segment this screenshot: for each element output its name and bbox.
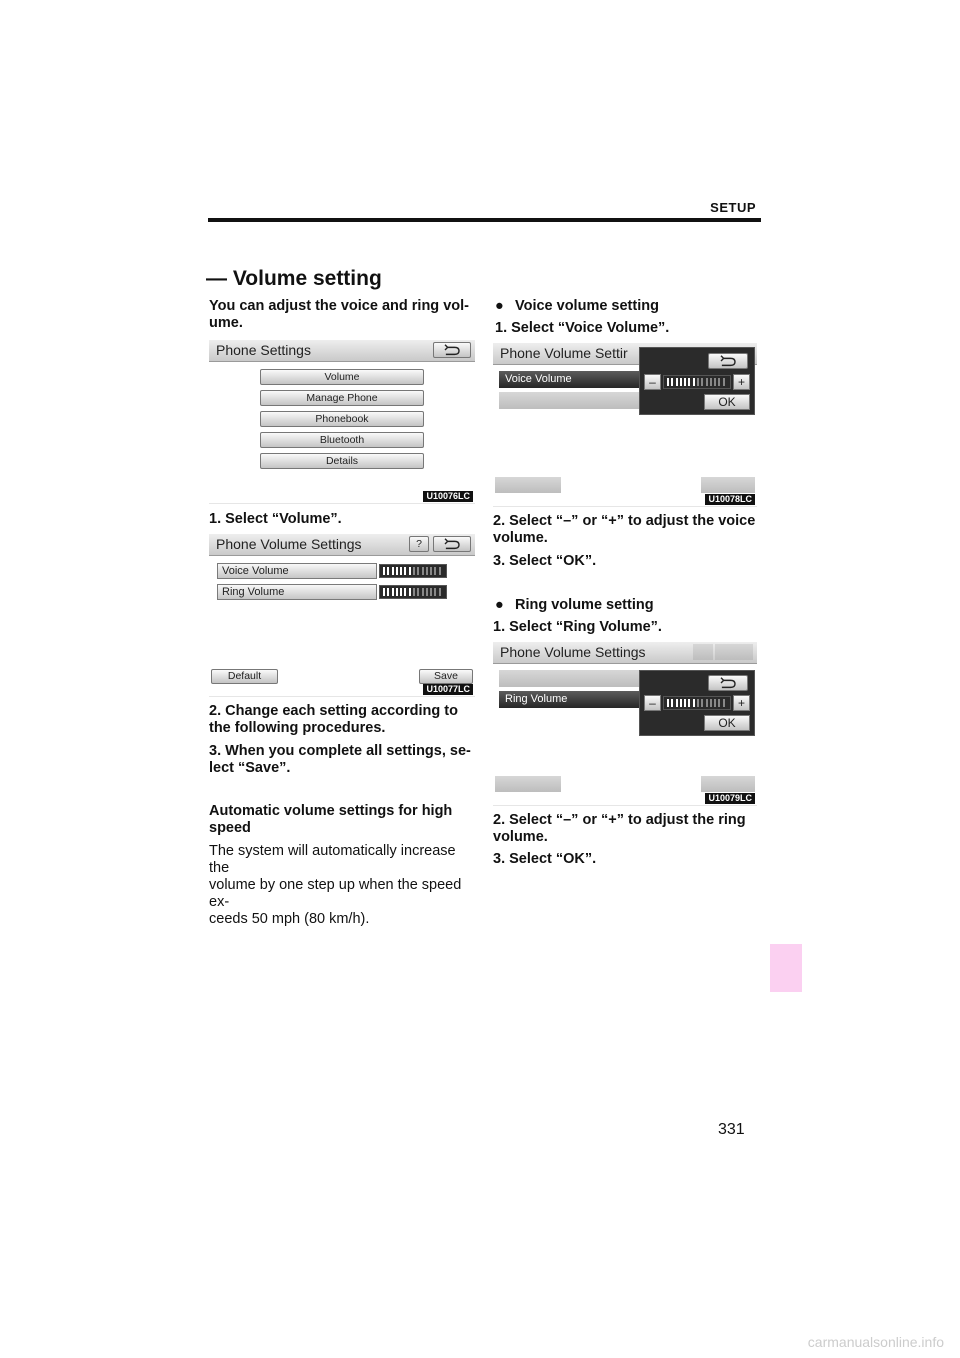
help-button[interactable]: ? [409,536,429,552]
meter-segment [680,378,682,386]
meter-segment [684,699,686,707]
meter-segment [430,567,432,575]
meter-segment [684,378,686,386]
back-button-dimmed [715,644,753,660]
plus-button[interactable]: + [733,374,750,390]
title-bar [493,642,757,664]
meter-segment [693,378,695,386]
meter-segment [404,588,406,596]
screen-title: Phone Settings [216,342,311,358]
meter-segment [396,567,398,575]
meter-segment [434,567,436,575]
meter-segment [430,588,432,596]
meter-segment [383,567,385,575]
meter-segment [392,588,394,596]
phonebook-button[interactable]: Phonebook [260,411,424,427]
meter-segment [387,588,389,596]
ring-volume-screen [493,642,757,806]
phone-volume-settings-screen [209,534,475,697]
meter-segment [723,699,725,707]
meter-segment [693,699,695,707]
auto-volume-body: The system will automatically increase the volume by one step up when the speed ex- ceeds 50 mph (80 km/h). [209,843,462,927]
meter-segment [676,699,678,707]
ring-volume-row[interactable]: Ring Volume [217,584,377,600]
meter-segment [723,378,725,386]
header-rule [208,218,761,222]
voice-volume-row-dimmed [499,670,641,687]
voice-volume-meter [379,564,447,578]
phone-settings-screen [209,340,475,504]
voice-volume-meter [663,375,731,389]
voice-step-1: 1. Select “Voice Volume”. [495,320,670,336]
meter-segment [387,567,389,575]
meter-segment [718,378,720,386]
meter-segment [710,699,712,707]
meter-segment [671,378,673,386]
meter-segment [396,588,398,596]
minus-button[interactable]: – [644,374,661,390]
meter-segment [706,699,708,707]
meter-segment [671,699,673,707]
back-arrow-icon [434,537,470,551]
meter-segment [417,567,419,575]
meter-segment [434,588,436,596]
meter-segment [688,699,690,707]
meter-segment [413,567,415,575]
meter-segment [400,588,402,596]
screen-title: Phone Volume Settings [500,644,646,660]
voice-heading: Voice volume setting [515,298,659,314]
chapter-tab [770,944,802,992]
meter-segment [701,378,703,386]
back-arrow-icon [709,354,747,368]
meter-segment [718,699,720,707]
bluetooth-button[interactable]: Bluetooth [260,432,424,448]
step-2: 2. Change each setting according to the following procedures. [209,703,458,736]
ring-volume-row[interactable]: Ring Volume [499,691,641,708]
meter-segment [392,567,394,575]
meter-segment [697,378,699,386]
ring-volume-meter [663,696,731,710]
page-number: 331 [718,1121,745,1138]
back-arrow-icon [434,343,470,357]
meter-segment [439,567,441,575]
ring-volume-meter [379,585,447,599]
default-button-dimmed [495,477,561,493]
meter-segment [439,588,441,596]
voice-volume-row[interactable]: Voice Volume [499,371,641,388]
ring-volume-row-dimmed [499,392,641,409]
screen-title: Phone Volume Settir [500,345,628,361]
section-label: SETUP [710,200,756,215]
meter-segment [426,567,428,575]
help-button-dimmed [693,644,713,660]
save-button[interactable]: Save [419,669,473,684]
step-1: 1. Select “Volume”. [209,511,342,527]
figure-code: U10077LC [423,684,473,695]
back-button[interactable] [708,675,748,691]
meter-segment [701,699,703,707]
details-button[interactable]: Details [260,453,424,469]
step-3: 3. When you complete all settings, se- lect “Save”. [209,743,471,776]
meter-segment [714,699,716,707]
meter-segment [697,699,699,707]
save-button-dimmed [701,477,755,493]
meter-segment [667,378,669,386]
plus-button[interactable]: + [733,695,750,711]
voice-step-2: 2. Select “–” or “+” to adjust the voice volume. [493,513,756,546]
auto-volume-heading: Automatic volume settings for high speed [209,803,453,836]
default-button[interactable]: Default [211,669,278,684]
title-bar [209,534,475,556]
volume-button[interactable]: Volume [260,369,424,385]
meter-segment [710,378,712,386]
meter-segment [422,588,424,596]
screen-title: Phone Volume Settings [216,536,362,552]
meter-segment [680,699,682,707]
meter-segment [409,588,411,596]
back-button[interactable] [708,353,748,369]
back-button[interactable] [433,342,471,358]
back-button[interactable] [433,536,471,552]
meter-segment [426,588,428,596]
title-bar [209,340,475,362]
meter-segment [714,378,716,386]
section-title: — Volume setting [206,267,382,290]
meter-segment [400,567,402,575]
meter-segment [417,588,419,596]
save-button-dimmed [701,776,755,792]
default-button-dimmed [495,776,561,792]
voice-volume-row[interactable]: Voice Volume [217,563,377,579]
figure-code: U10076LC [423,491,473,502]
voice-volume-screen [493,343,757,507]
meter-segment [688,378,690,386]
ring-step-1: 1. Select “Ring Volume”. [493,619,662,635]
voice-step-3: 3. Select “OK”. [493,553,597,569]
ring-step-3: 3. Select “OK”. [493,851,597,867]
ring-bullet: ● [495,597,504,613]
meter-segment [383,588,385,596]
meter-segment [409,567,411,575]
watermark: carmanualsonline.info [807,1334,944,1350]
meter-segment [413,588,415,596]
volume-popup [639,347,755,415]
figure-code: U10078LC [705,494,755,505]
minus-button[interactable]: – [644,695,661,711]
ring-step-2: 2. Select “–” or “+” to adjust the ring volume. [493,812,746,845]
voice-bullet: ● [495,298,504,314]
meter-segment [422,567,424,575]
ring-heading: Ring volume setting [515,597,654,613]
figure-code: U10079LC [705,793,755,804]
volume-popup [639,670,755,736]
ok-button[interactable]: OK [704,394,750,410]
back-arrow-icon [709,676,747,690]
ok-button[interactable]: OK [704,715,750,731]
meter-segment [706,378,708,386]
meter-segment [667,699,669,707]
manage-phone-button[interactable]: Manage Phone [260,390,424,406]
meter-segment [676,378,678,386]
intro-text: You can adjust the voice and ring vol- ume. [209,298,469,331]
meter-segment [404,567,406,575]
